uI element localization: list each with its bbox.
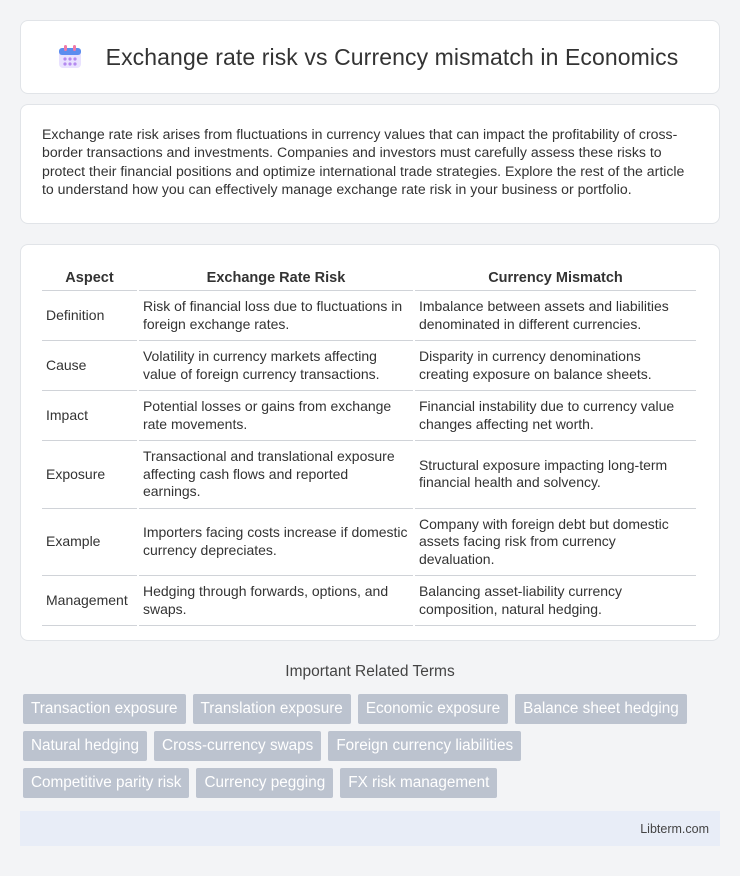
cell-exchange-rate-risk: Hedging through forwards, options, and swaps. [139,576,413,626]
cell-exchange-rate-risk: Importers facing costs increase if domestic currency depreciates. [139,509,413,577]
related-term-tag[interactable]: Economic exposure [358,694,508,724]
cell-currency-mismatch: Imbalance between assets and liabilities denominated in different currencies. [415,291,696,341]
tag-row [23,768,723,798]
related-term-tag[interactable]: Transaction exposure [23,694,186,724]
cell-aspect: Management [42,576,137,626]
header-currency-mismatch: Currency Mismatch [415,265,696,291]
comparison-table-card [20,244,720,641]
table-header-row [42,265,696,291]
table-row [42,341,696,391]
header-exchange-rate-risk: Exchange Rate Risk [139,265,413,291]
related-term-tag[interactable]: Cross-currency swaps [154,731,321,761]
cell-currency-mismatch: Financial instability due to currency value changes affecting net worth. [415,391,696,441]
cell-aspect: Exposure [42,441,137,509]
cell-exchange-rate-risk: Potential losses or gains from exchange rate movements. [139,391,413,441]
intro-text: Exchange rate risk arises from fluctuations in currency values that can impact the profitability of cross-border transactions and investments. Companies and investors must carefully assess these risks to protect their financial positions and optimize international trade strategies. Explore the rest of the article to understand how you can effectively manage exchange rate risk in your business or portfolio. [42,126,685,198]
cell-currency-mismatch: Disparity in currency denominations creating exposure on balance sheets. [415,341,696,391]
cell-aspect: Cause [42,341,137,391]
table-row [42,291,696,341]
related-term-tag[interactable]: Translation exposure [193,694,351,724]
calendar-icon [56,43,84,71]
related-terms-title: Important Related Terms [285,663,455,680]
cell-currency-mismatch: Balancing asset-liability currency composition, natural hedging. [415,576,696,626]
cell-currency-mismatch: Company with foreign debt but domestic assets facing risk from currency devaluation. [415,509,696,577]
table-row [42,576,696,626]
related-term-tag[interactable]: FX risk management [340,768,497,798]
related-term-tag[interactable]: Natural hedging [23,731,147,761]
cell-exchange-rate-risk: Volatility in currency markets affecting value of foreign currency transactions. [139,341,413,391]
intro-card [20,104,720,224]
tag-row [23,694,723,724]
related-term-tag[interactable]: Currency pegging [196,768,333,798]
header-aspect: Aspect [42,265,137,291]
table-row [42,509,696,577]
cell-aspect: Definition [42,291,137,341]
cell-currency-mismatch: Structural exposure impacting long-term financial health and solvency. [415,441,696,509]
footer-site-link[interactable]: Libterm.com [640,821,709,836]
table-row [42,391,696,441]
related-term-tag[interactable]: Foreign currency liabilities [328,731,521,761]
title-card [20,20,720,94]
footer [20,811,720,846]
page-title: Exchange rate risk vs Currency mismatch in Economics [105,43,679,70]
table-row [42,441,696,509]
related-term-tag[interactable]: Competitive parity risk [23,768,189,798]
related-term-tag[interactable]: Balance sheet hedging [515,694,687,724]
comparison-table [40,265,698,626]
cell-exchange-rate-risk: Transactional and translational exposure affecting cash flows and reported earnings. [139,441,413,509]
cell-aspect: Example [42,509,137,577]
related-terms-list [23,694,723,805]
tag-row [23,731,723,761]
cell-exchange-rate-risk: Risk of financial loss due to fluctuations in foreign exchange rates. [139,291,413,341]
cell-aspect: Impact [42,391,137,441]
